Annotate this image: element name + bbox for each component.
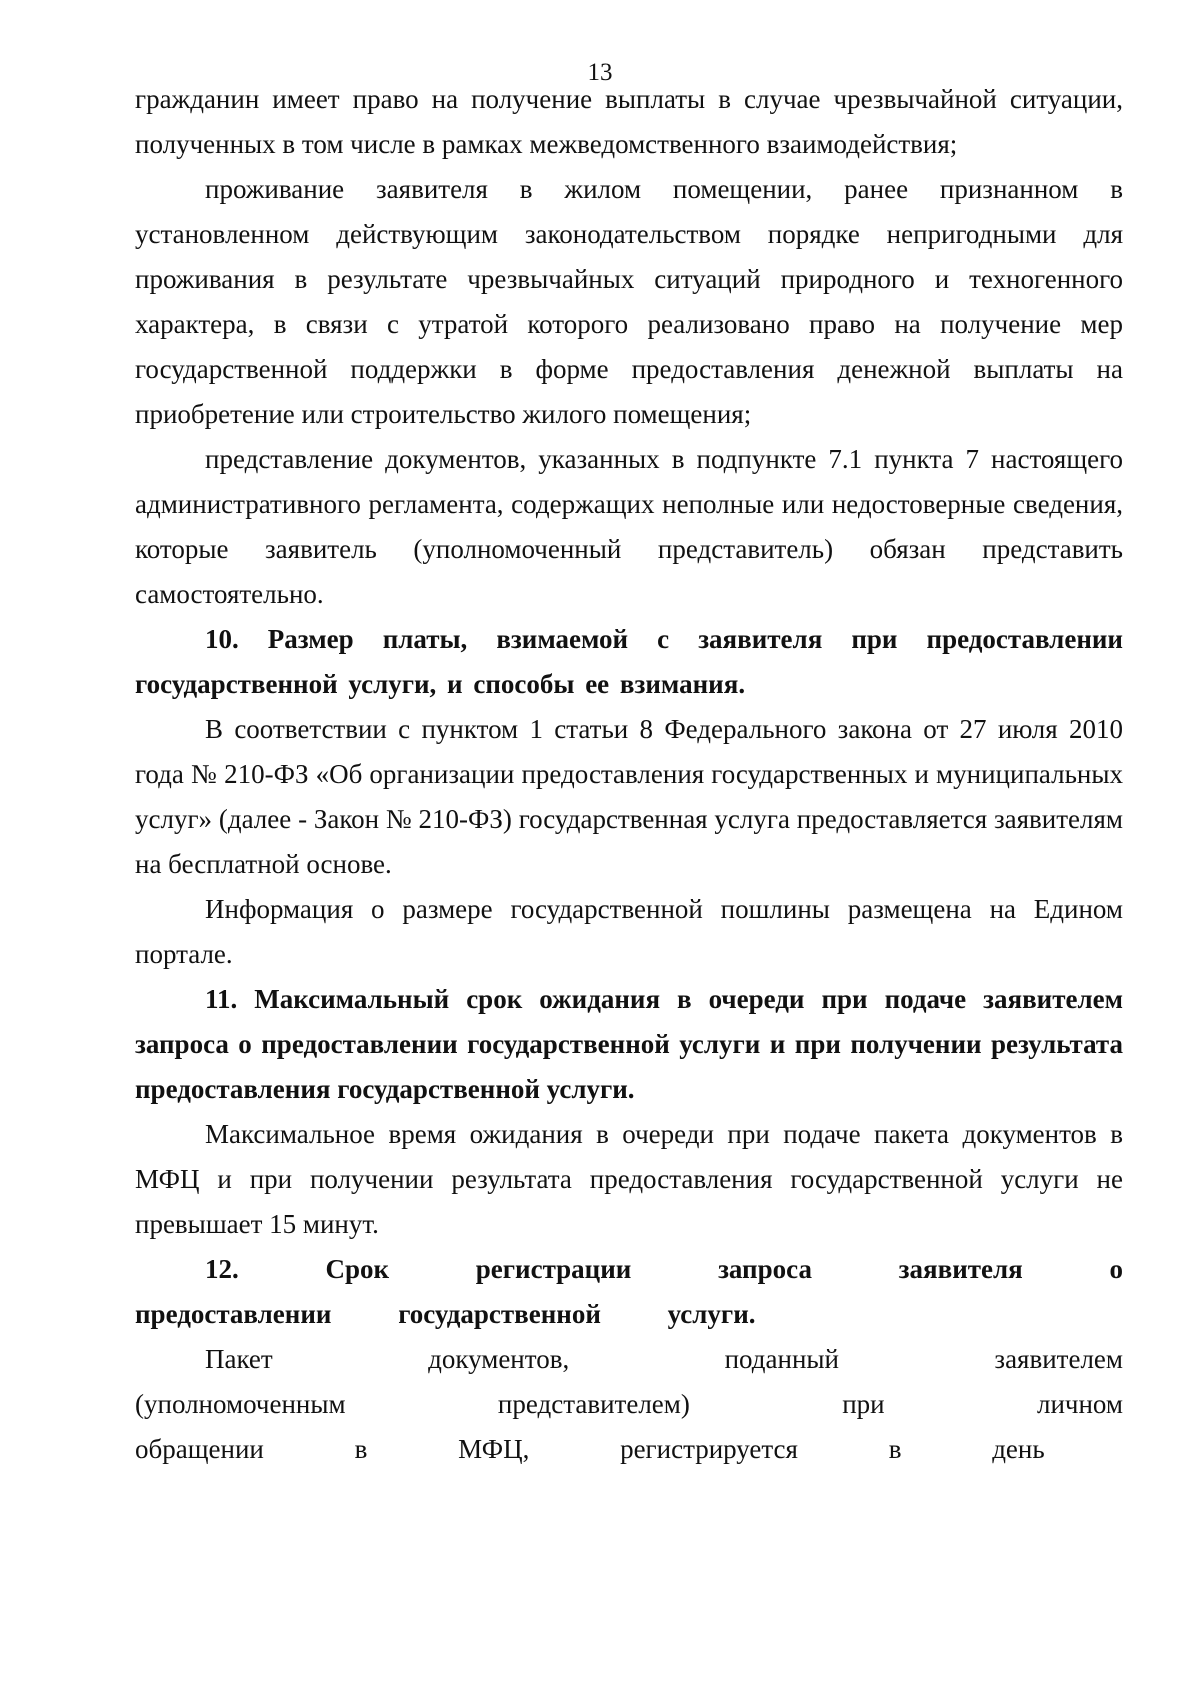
paragraph-residence-unfit: проживание заявителя в жилом помещении, ранее признанном в установленном действующим законодательством порядке непригодными для проживания в результате чрезвычайных ситуаций природного и техногенного характера, в связи с утратой которого реализовано право на получение мер государственной поддержки в форме предоставления денежной выплаты на приобретение или строительство жилого помещения;: [135, 174, 1123, 429]
section-heading-12: 12. Срок регистрации запроса заявителя о предоставлении государственной услуги.: [135, 1254, 1123, 1329]
document-body: [135, 77, 1123, 1472]
paragraph-citizen-right: гражданин имеет право на получение выплаты в случае чрезвычайной ситуации, полученных в том числе в рамках межведомственного взаимодействия;: [135, 84, 1123, 159]
paragraph-max-waiting-time: Максимальное время ожидания в очереди при подаче пакета документов в МФЦ и при получении результата предоставления государственной услуги не превышает 15 минут.: [135, 1119, 1123, 1239]
section-heading-11: 11. Максимальный срок ожидания в очереди при подаче заявителем запроса о предоставлении государственной услуги и при получении результата предоставления государственной услуги.: [135, 984, 1123, 1104]
section-heading-10: 10. Размер платы, взимаемой с заявителя при предоставлении государственной услуги, и способы ее взимания.: [135, 624, 1123, 699]
paragraph-state-duty-info: Информация о размере государственной пошлины размещена на Едином портале.: [135, 894, 1123, 969]
paragraph-free-service: В соответствии с пунктом 1 статьи 8 Федерального закона от 27 июля 2010 года № 210-ФЗ «Об организации предоставления государственных и муниципальных услуг» (далее - Закон № 210-ФЗ) государственная услуга предоставляется заявителям на бесплатной основе.: [135, 714, 1123, 879]
page-number: 13: [587, 59, 613, 86]
paragraph-registration: Пакет документов, поданный заявителем (уполномоченным представителем) при личном обращении в МФЦ, регистрируется в день: [135, 1344, 1123, 1464]
paragraph-incomplete-documents: представление документов, указанных в подпункте 7.1 пункта 7 настоящего административного регламента, содержащих неполные или недостоверные сведения, которые заявитель (уполномоченный представитель) обязан представить самостоятельно.: [135, 444, 1123, 609]
